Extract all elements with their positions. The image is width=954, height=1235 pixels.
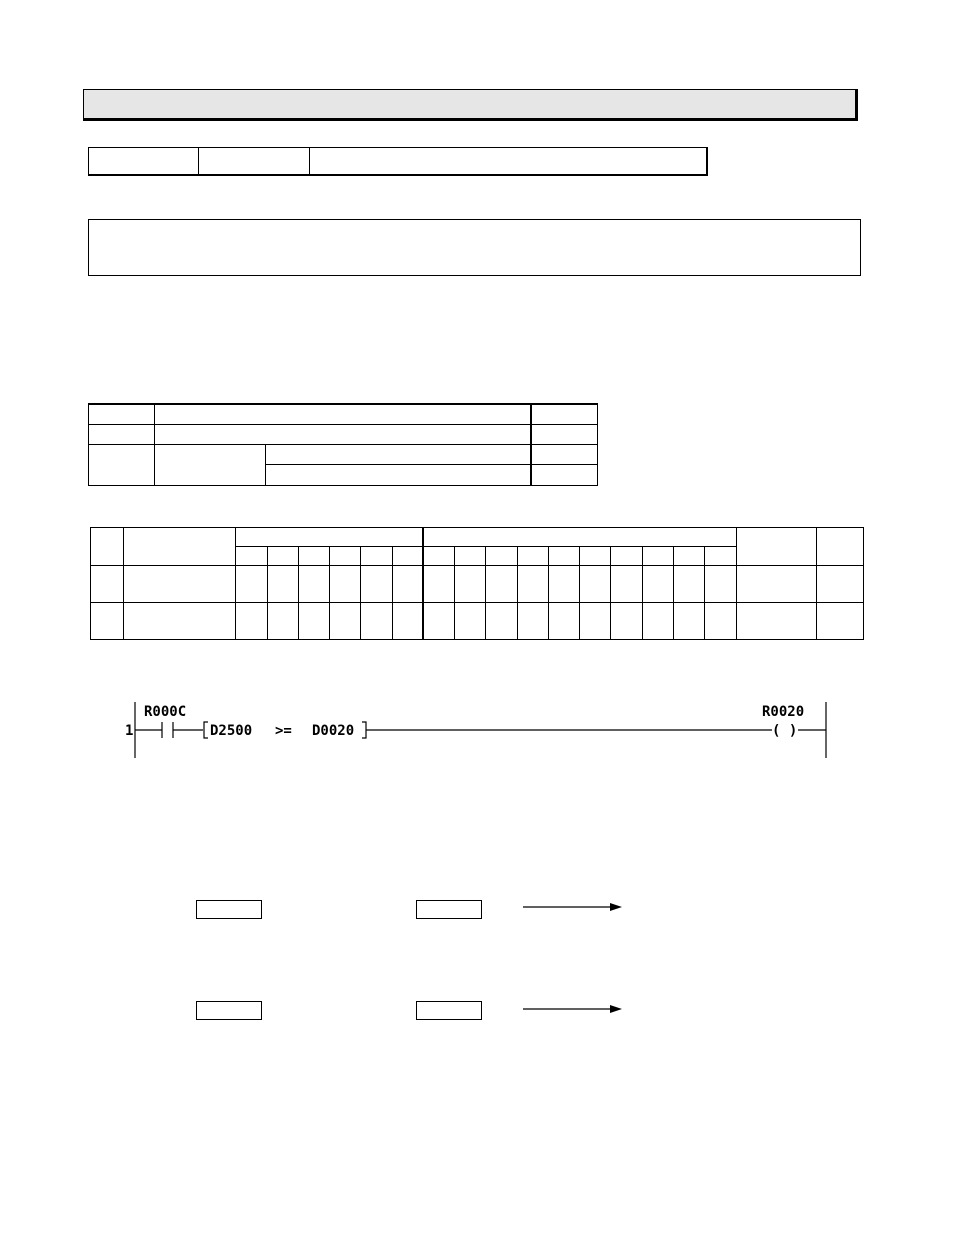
rung-number: 1	[125, 723, 134, 739]
compare-right-operand: D0020	[312, 723, 355, 739]
coil-label: R0020	[762, 704, 805, 720]
arrowhead-icon	[610, 1005, 622, 1013]
compare-operator: >=	[275, 723, 292, 739]
compare-left-operand: D2500	[210, 723, 253, 739]
contact-label: R000C	[144, 704, 187, 720]
arrowhead-icon	[610, 903, 622, 911]
coil-symbol: ( )	[772, 723, 798, 739]
